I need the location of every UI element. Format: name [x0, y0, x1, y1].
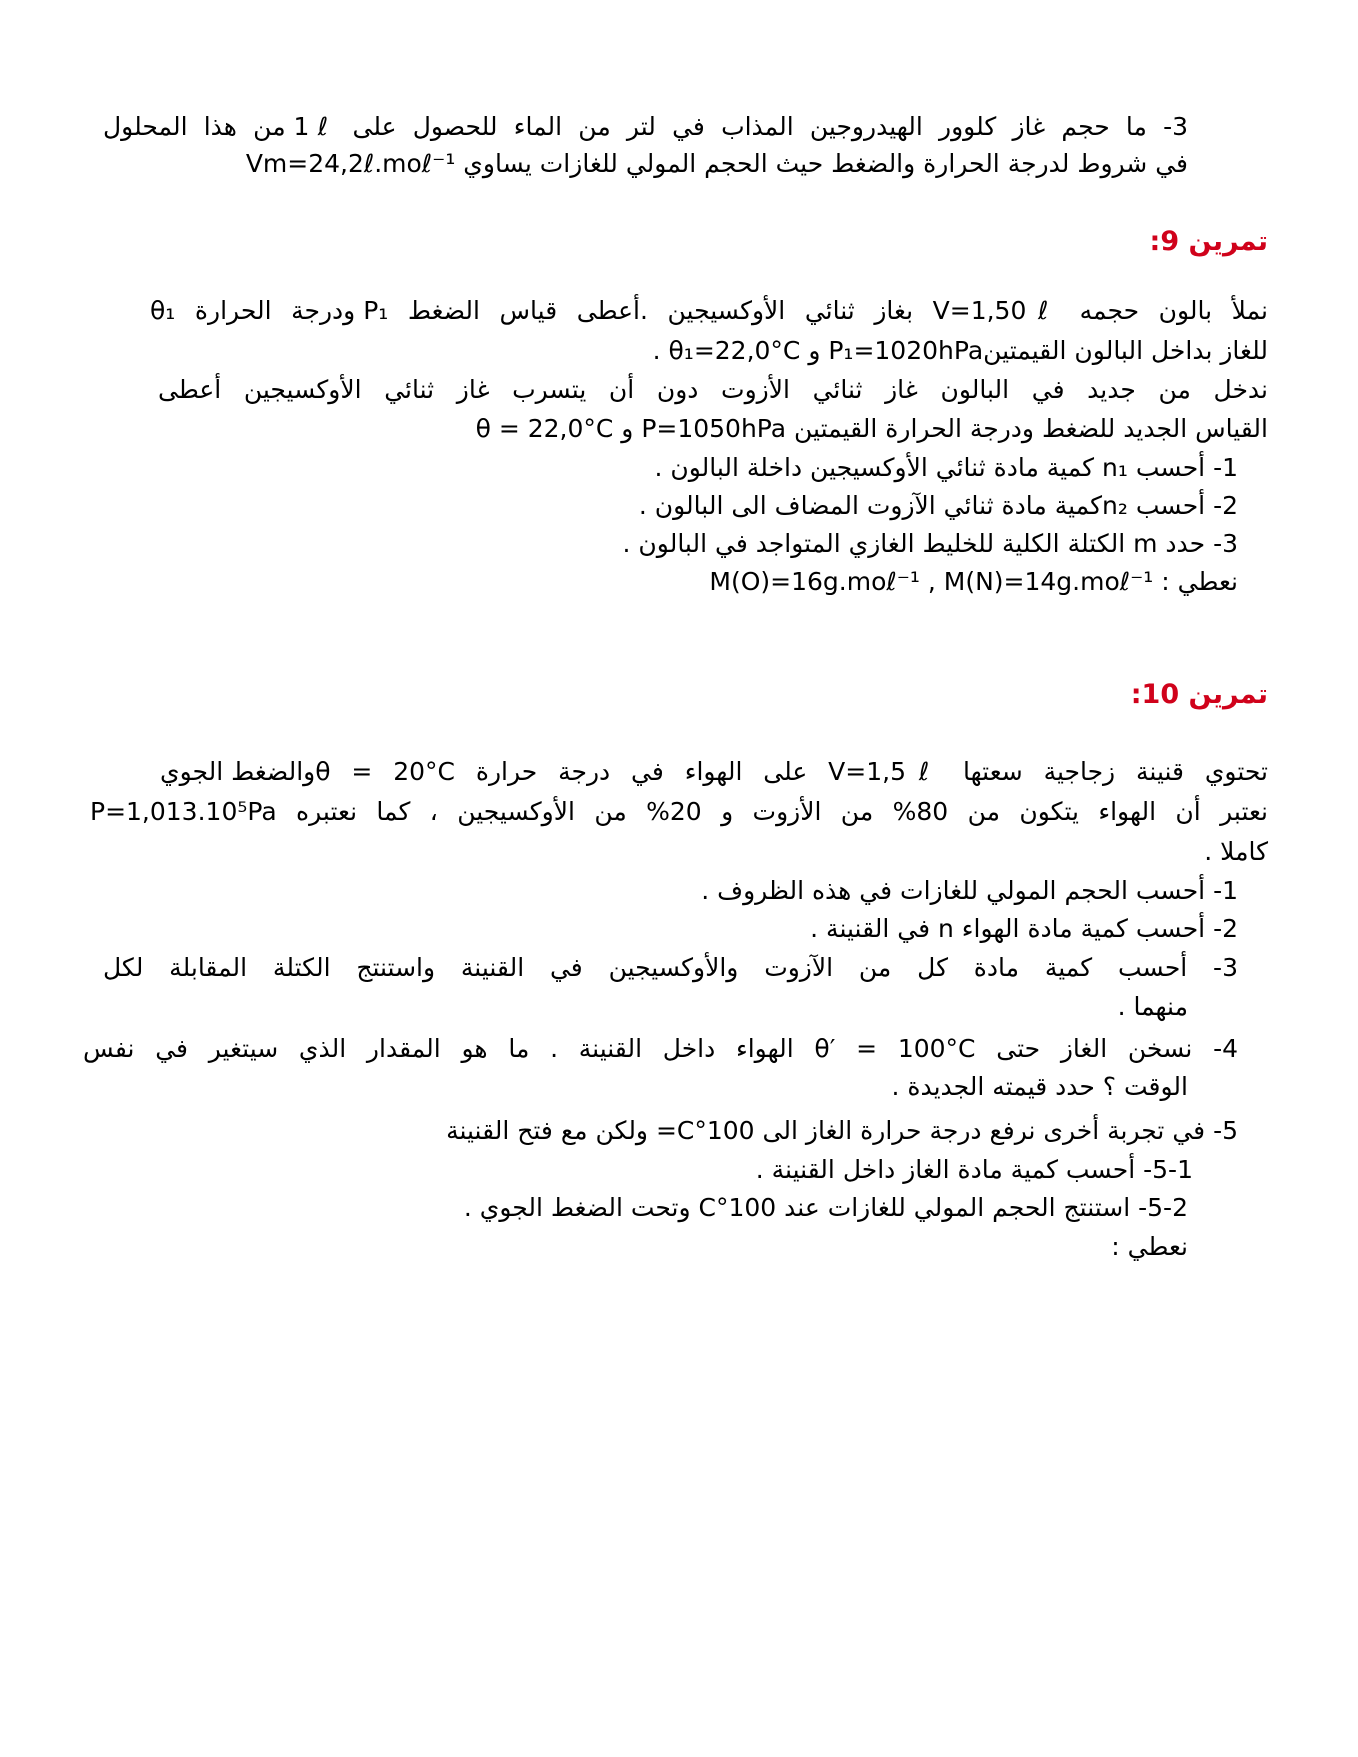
exercise-9-question-3: 3- حدد m الكتلة الكلية للخليط الغازي المتواجد في البالون .	[622, 529, 1238, 558]
exercise-9-line: ندخل من جديد في البالون غاز ثنائي الأزوت دون أن يتسرب غاز ثنائي الأوكسيجين أعطى	[158, 375, 1268, 404]
exercise-10-question-4: 4- نسخن الغاز حتى θ′ = 100°C الهواء داخل القنينة . ما هو المقدار الذي سيتغير في نفس	[83, 1034, 1238, 1063]
exercise-10-title: تمرين 10:	[1130, 679, 1268, 710]
exercise-10-question-1: 1- أحسب الحجم المولي للغازات في هذه الظروف .	[701, 876, 1238, 905]
exercise-9-given-data: نعطي : M(O)=16g.moℓ⁻¹ , M(N)=14g.moℓ⁻¹	[709, 567, 1238, 596]
exercise-9-line: للغاز بداخل البالون القيمتينP₁=1020hPa و θ₁=22,0°C .	[652, 336, 1268, 365]
exercise-9-question-1: 1- أحسب n₁ كمية مادة ثنائي الأوكسيجين داخلة البالون .	[654, 453, 1238, 482]
exercise-10-question-3: 3- أحسب كمية مادة كل من الآزوت والأوكسيجين في القنينة واستنتج الكتلة المقابلة لكل	[103, 953, 1238, 982]
exercise-9-question-2: 2- أحسب n₂كمية مادة ثنائي الآزوت المضاف الى البالون .	[638, 491, 1238, 520]
exercise-10-question-5-1: 5-1- أحسب كمية مادة الغاز داخل القنينة .	[755, 1155, 1193, 1184]
exercise-9-line: نملأ بالون حجمه V=1,50ℓ بغاز ثنائي الأوكسيجين .أعطى قياس الضغط P₁ ودرجة الحرارة θ₁	[150, 296, 1269, 325]
exercise-10-question-3-cont: منهما .	[1117, 992, 1188, 1021]
exercise-10-question-2: 2- أحسب كمية مادة الهواء n في القنينة .	[810, 914, 1238, 943]
exercise-10-question-5: 5- في تجربة أخرى نرفع درجة حرارة الغاز الى 100°C= ولكن مع فتح القنينة	[446, 1116, 1238, 1145]
exercise-10-given-data: نعطي :	[1111, 1232, 1188, 1261]
question-3-line-1: 3- ما حجم غاز كلوور الهيدروجين المذاب في لتر من الماء للحصول على 1ℓ من هذا المحلول	[103, 112, 1189, 141]
exercise-9-title: تمرين 9:	[1149, 226, 1268, 257]
exercise-10-line: تحتوي قنينة زجاجية سعتها V=1,5ℓ على الهواء في درجة حرارة θ = 20°Cوالضغط الجوي	[160, 757, 1268, 786]
question-3-line-2: في شروط لدرجة الحرارة والضغط حيث الحجم المولي للغازات يساوي Vm=24,2ℓ.moℓ⁻¹	[245, 149, 1188, 178]
exercise-10-line: كاملا .	[1204, 837, 1268, 866]
exercise-10-question-5-2: 5-2- استنتج الحجم المولي للغازات عند 100°C وتحت الضغط الجوي .	[463, 1193, 1188, 1222]
exercise-10-line: P=1,013.10⁵Pa نعتبر أن الهواء يتكون من 80% من الأزوت و 20% من الأوكسيجين ، كما نعتبره	[90, 797, 1269, 826]
exercise-9-line: القياس الجديد للضغط ودرجة الحرارة القيمتين P=1050hPa و θ = 22,0°C	[475, 414, 1268, 443]
exercise-10-question-4-cont: الوقت ؟ حدد قيمته الجديدة .	[891, 1072, 1188, 1101]
